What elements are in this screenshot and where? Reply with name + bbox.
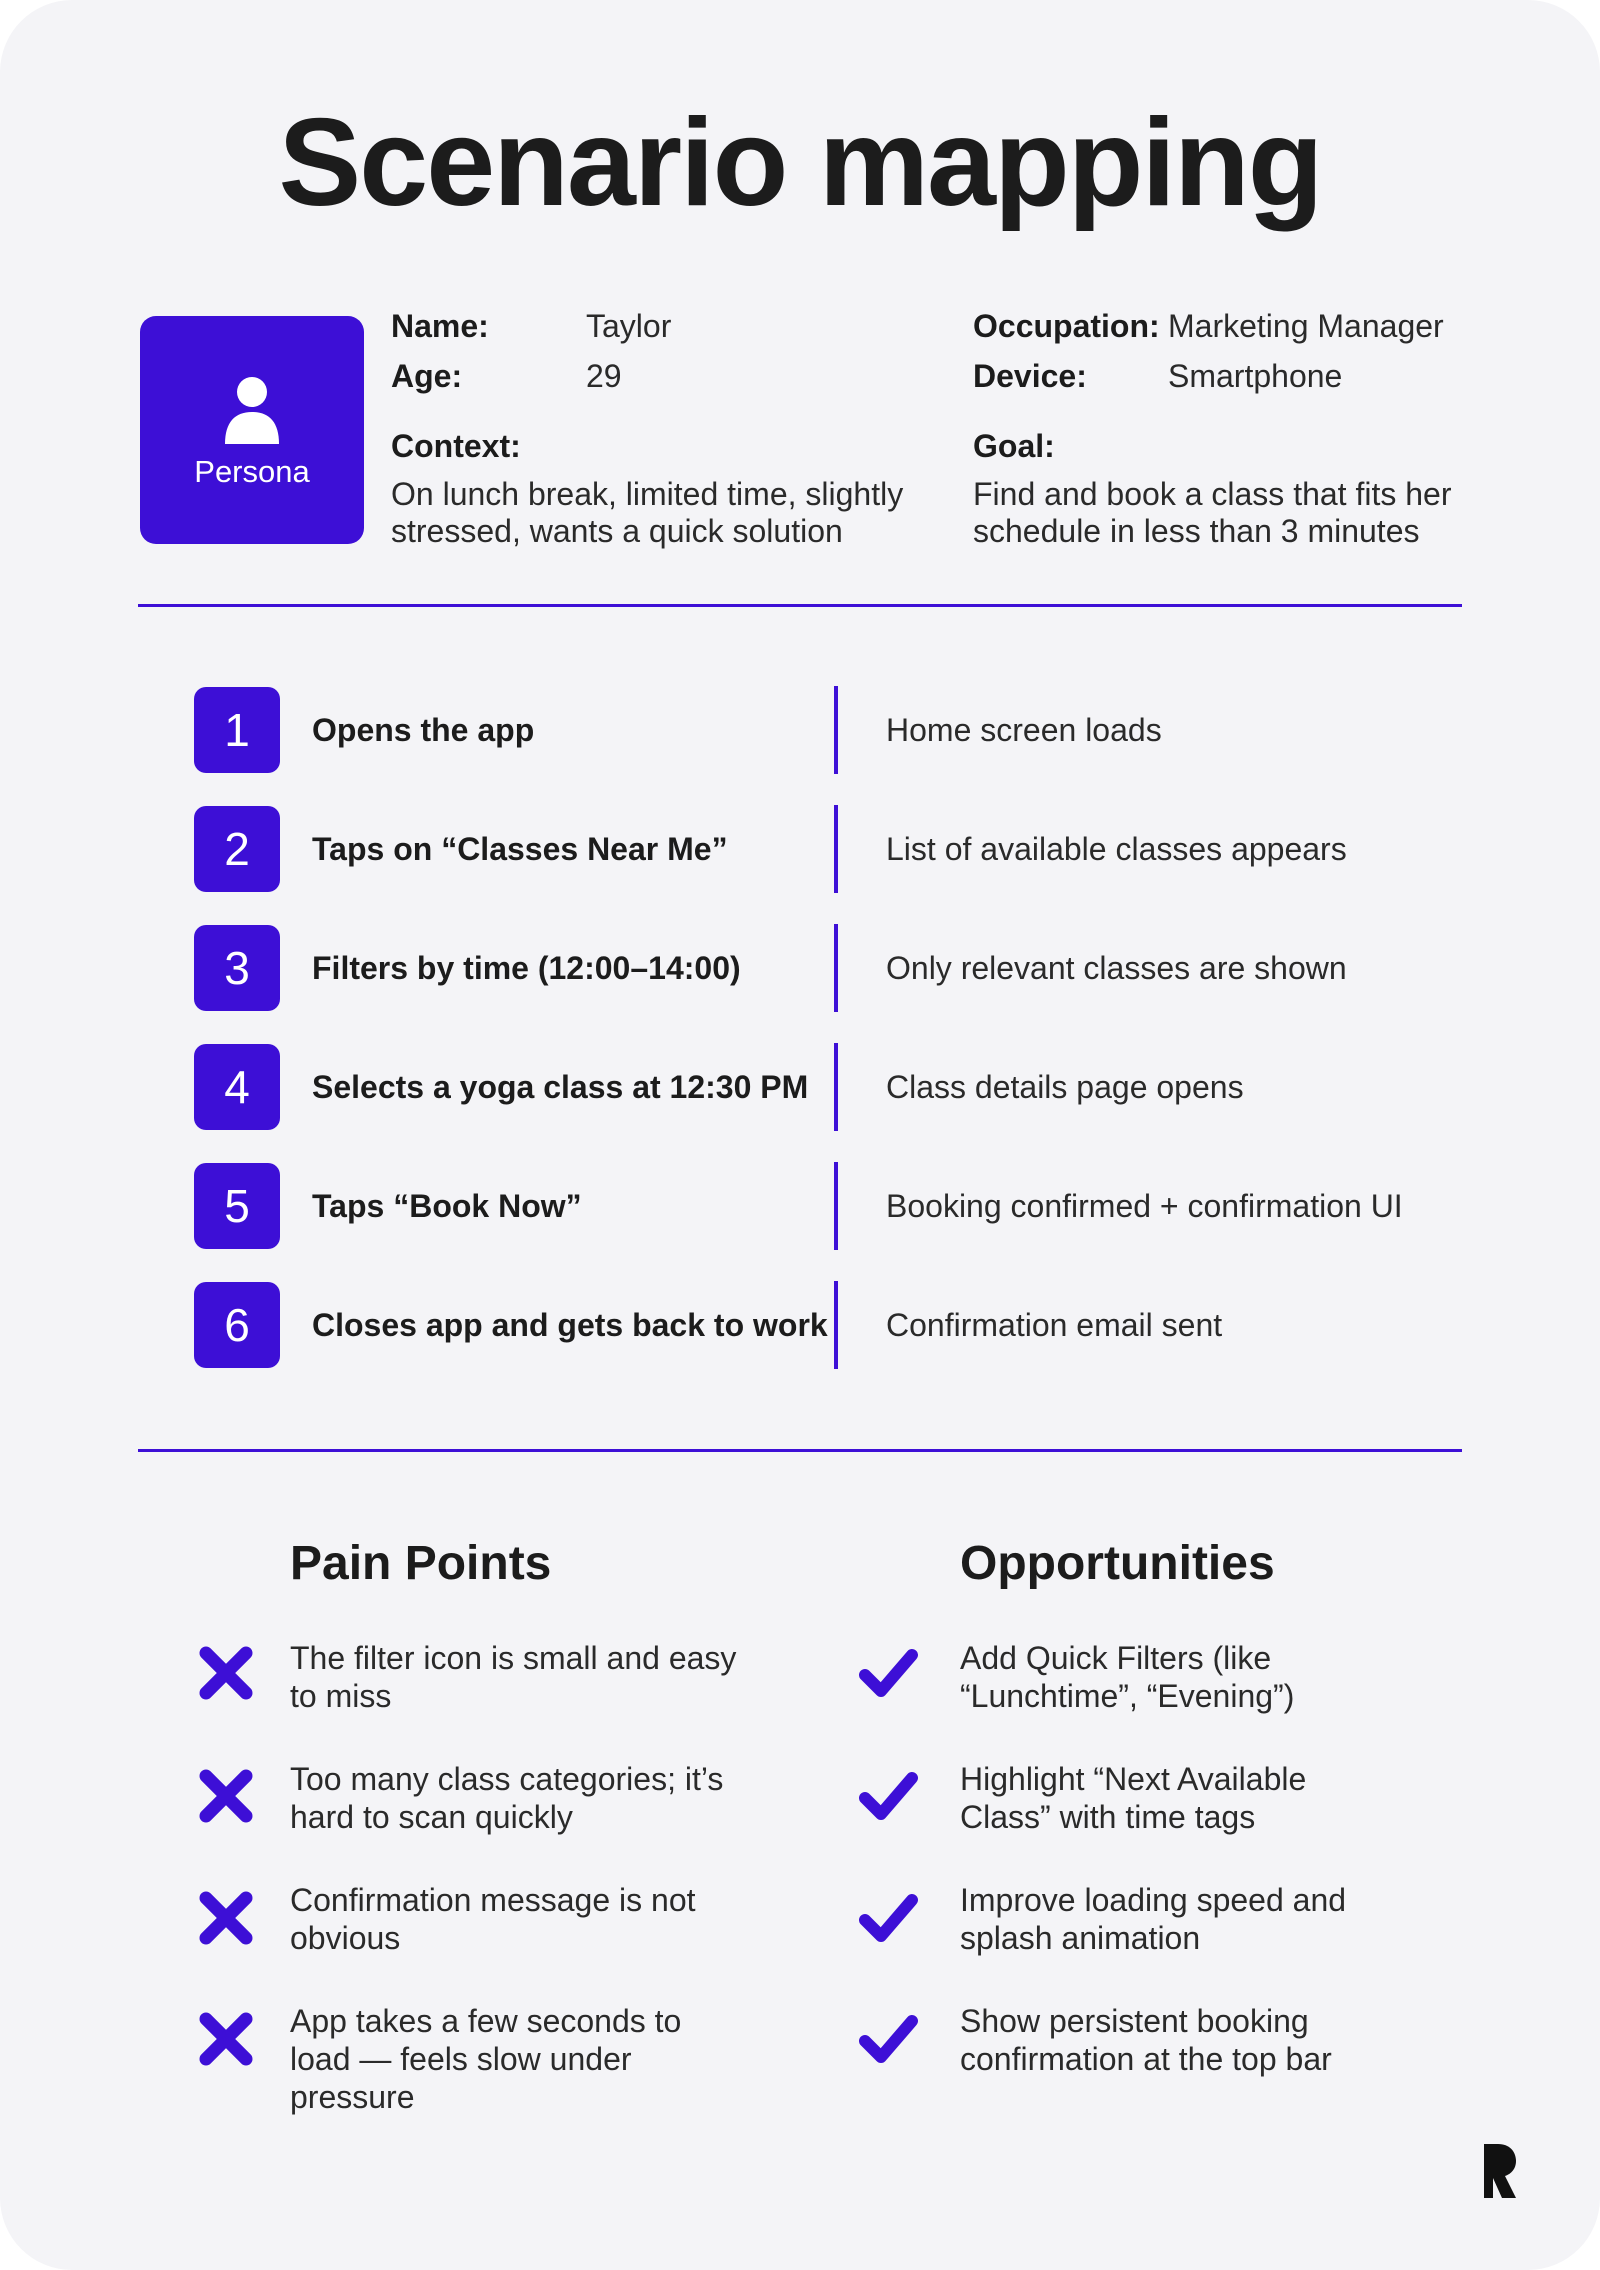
- device-label: Device:: [973, 358, 1087, 394]
- page-title: Scenario mapping: [278, 94, 1322, 232]
- step-action: Taps “Book Now”: [312, 1188, 582, 1224]
- checkmark-icon: [858, 1888, 918, 1948]
- pain-point-text: App takes a few seconds to load — feels slow under pressure: [290, 2003, 682, 2115]
- checkmark-icon: [858, 1643, 918, 1703]
- step-number-badge: 3: [194, 925, 280, 1011]
- step-number-badge: 4: [194, 1044, 280, 1130]
- pain-points-heading: Pain Points: [290, 1537, 552, 1590]
- goal-value: Find and book a class that fits her schedule in less than 3 minutes: [973, 476, 1452, 549]
- opportunity-text: Add Quick Filters (like “Lunchtime”, “Evening”): [960, 1640, 1295, 1714]
- persona-label: Persona: [194, 454, 310, 489]
- step-separator: [834, 686, 838, 774]
- pain-point-text: Too many class categories; it’s hard to scan quickly: [290, 1761, 724, 1835]
- r-logo-icon: [1484, 2144, 1516, 2198]
- cross-icon: [196, 1888, 256, 1948]
- step-action: Taps on “Classes Near Me”: [312, 831, 728, 867]
- step-number-badge: 2: [194, 806, 280, 892]
- pain-point-text: Confirmation message is not obvious: [290, 1882, 696, 1956]
- step-result: Home screen loads: [886, 712, 1162, 748]
- name-value: Taylor: [586, 308, 672, 344]
- opportunity-text: Highlight “Next Available Class” with time tags: [960, 1761, 1307, 1835]
- occupation-label: Occupation:: [973, 308, 1160, 344]
- pain-point-text: The filter icon is small and easy to miss: [290, 1640, 737, 1714]
- opportunity-text: Show persistent booking confirmation at the top bar: [960, 2003, 1332, 2077]
- step-number-badge: 6: [194, 1282, 280, 1368]
- step-separator: [834, 1281, 838, 1369]
- step-result: Only relevant classes are shown: [886, 950, 1347, 986]
- step-result: List of available classes appears: [886, 831, 1347, 867]
- step-number-badge: 5: [194, 1163, 280, 1249]
- cross-icon: [196, 1766, 256, 1826]
- step-result: Booking confirmed + confirmation UI: [886, 1188, 1403, 1224]
- user-icon: [223, 376, 281, 446]
- cross-icon: [196, 2009, 256, 2069]
- context-value: On lunch break, limited time, slightly stressed, wants a quick solution: [391, 476, 904, 549]
- step-separator: [834, 1043, 838, 1131]
- divider-bottom: [138, 1449, 1462, 1452]
- step-action: Opens the app: [312, 712, 535, 748]
- step-action: Closes app and gets back to work: [312, 1307, 828, 1343]
- persona-badge: [140, 316, 364, 544]
- step-result: Class details page opens: [886, 1069, 1244, 1105]
- divider-top: [138, 604, 1462, 607]
- step-action: Selects a yoga class at 12:30 PM: [312, 1069, 809, 1105]
- opportunity-text: Improve loading speed and splash animation: [960, 1882, 1347, 1956]
- device-value: Smartphone: [1168, 358, 1343, 394]
- step-separator: [834, 1162, 838, 1250]
- cross-icon: [196, 1643, 256, 1703]
- opportunities-heading: Opportunities: [960, 1537, 1275, 1590]
- name-label: Name:: [391, 308, 489, 344]
- age-value: 29: [586, 358, 622, 394]
- step-separator: [834, 924, 838, 1012]
- age-label: Age:: [391, 358, 463, 394]
- context-label: Context:: [391, 428, 521, 464]
- step-number-badge: 1: [194, 687, 280, 773]
- goal-label: Goal:: [973, 428, 1055, 464]
- step-action: Filters by time (12:00–14:00): [312, 950, 741, 986]
- step-separator: [834, 805, 838, 893]
- checkmark-icon: [858, 2009, 918, 2069]
- step-result: Confirmation email sent: [886, 1307, 1223, 1343]
- checkmark-icon: [858, 1766, 918, 1826]
- occupation-value: Marketing Manager: [1168, 308, 1444, 344]
